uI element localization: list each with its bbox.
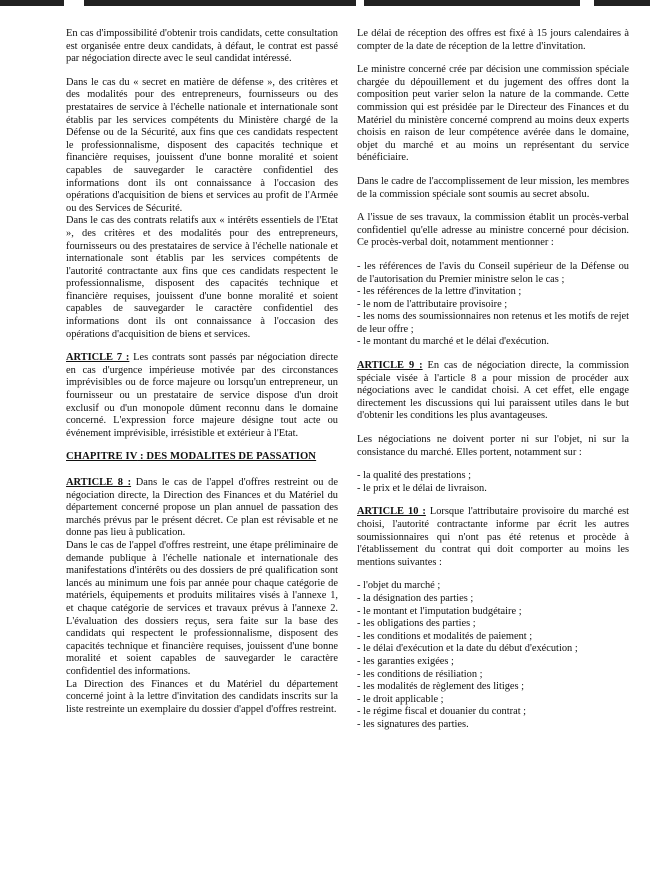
article-7-label: ARTICLE 7 : [66, 352, 130, 364]
paragraph: Dans le cas de l'appel d'offres restreint, une étape préliminaire de demande publique à l'échelle nationale et internationale des manifestations d'intérêts ou des dossiers de pré qualification sont lancés au minimum une fois par année pour chaque catégorie de matériels, équipements et produits militaires visés à l'annexe 1, et chaque catégorie de services et travaux prévus à l'annexe 2. L'évaluation des dossiers reçus, sera faite sur la base des candidats qui respectent le professionnalisme, disposent des capacités technique et financière requises, jouissent d'une bonne moralité et soient capables de sauvegarder le caractère confidentiel des informations. [66, 539, 338, 677]
article-8-label: ARTICLE 8 : [66, 477, 132, 488]
list-item: - le prix et le délai de livraison. [357, 482, 487, 494]
article-10-text: Lorsque l'attributaire provisoire du marché est choisi, l'autorité contractante informe par écrit les autres soumissionnaires qui n'ont pas été retenus et procède à l'établissement du contrat qui doit comporter au moins les mentions suivantes : [357, 506, 629, 568]
header-rule [0, 0, 650, 6]
paragraph: Les négociations ne doivent porter ni sur l'objet, ni sur la consistance du marché. Elles portent, notamment sur : [357, 434, 629, 458]
article-7-text: Les contrats sont passés par négociation directe en cas d'urgence impérieuse motivée par des circonstances imprévisibles ou de force majeure ou lorsqu'un entrepreneur, un fournisseur ou un prestataire de service dispose d'un droit exclusif ou d'un monopole dûment reconnu dans le domaine concerné. L'expression force majeure désigne tout acte ou événement imprévisible, irrésistible et extérieur à l'Etat. [66, 352, 338, 439]
paragraph: Dans le cadre de l'accomplissement de leur mission, les membres de la commission spéciale sont soumis au secret absolu. [357, 175, 629, 200]
paragraph: En cas d'impossibilité d'obtenir trois candidats, cette consultation est organisée entre deux candidats, à défaut, le contrat est passé par négociation directe avec le seul candidat intéressé. [66, 28, 338, 65]
paragraph: Dans le cas du « secret en matière de défense », des critères et des modalités pour des entrepreneurs, fournisseurs ou des prestataires de service à l'échelle nationale et internationale sont établis par les services compétents du Ministère chargé de la Défense ou de la Sécurité, aux fins que ces candidats respectent le professionnalisme, disposent des capacités technique et financière requises, jouissent d'une bonne moralité et soient capables de sauvegarder le caractère confidentiel des informations dont ils ont connaissance à l'occasion des opérations d'acquisition de biens et services au profit de l'Armée ou des Services de Sécurité. [66, 76, 338, 214]
article-10 [357, 506, 629, 569]
list-item: - les conditions de résiliation ; [357, 668, 483, 680]
paragraph: Dans le cas des contrats relatifs aux « intérêts essentiels de l'Etat », des critères et des modalités pour des entrepreneurs, fournisseurs ou des prestataires de service à l'échelle nationale et internationale sont établis par les services compétents de l'autorité contractante aux fins que ces candidats respectent le professionnalisme, disposent des capacités technique et financière requises, jouissent d'une bonne moralité et soient capables de sauvegarder le caractère confidentiel des informations dont ils ont connaissance à l'occasion des opérations d'acquisition de biens et services. [66, 215, 338, 340]
list-item: - les références de la lettre d'invitation ; [357, 286, 522, 298]
list-item: - les références de l'avis du Conseil supérieur de la Défense ou de l'autorisation du Premier ministre selon le cas ; [357, 260, 629, 285]
list-item: - le régime fiscal et douanier du contrat ; [357, 706, 527, 718]
pv-mentions-list [357, 261, 629, 349]
paragraph: Le ministre concerné crée par décision une commission spéciale chargée du dépouillement et du jugement des offres dont la composition peut varier selon la nature de la commande. Cette commission qui est présidée par le Directeur des Finances et du Matériel du ministère concerné comprend au moins deux experts choisis en raison de leur compétence avérée dans le domaine, objet du marché et au moins un représentant du service bénéficiaire. [357, 64, 629, 164]
right-column [357, 28, 629, 743]
list-item: - les noms des soumissionnaires non retenus et les motifs de rejet de leur offre ; [357, 311, 629, 335]
article-9 [357, 360, 629, 423]
list-item: - les obligations des parties ; [357, 618, 476, 630]
list-item: - le montant et l'imputation budgétaire ; [357, 605, 522, 617]
paragraph: Le délai de réception des offres est fixé à 15 jours calendaires à compter de la date de réception de la lettre d'invitation. [357, 28, 629, 52]
article-9-label: ARTICLE 9 : [357, 360, 423, 372]
list-item: - la désignation des parties ; [357, 592, 474, 604]
list-item: - les conditions et modalités de paiement ; [357, 630, 533, 642]
article-7 [66, 352, 338, 440]
contract-mentions-list [357, 580, 629, 731]
list-item: - les garanties exigées ; [357, 655, 454, 667]
paragraph: A l'issue de ses travaux, la commission établit un procès-verbal confidentiel qu'elle adresse au ministre concerné pour décision. Ce procès-verbal doit, notamment mentionner : [357, 212, 629, 249]
article-10-label: ARTICLE 10 : [357, 506, 426, 518]
negotiation-list [357, 470, 629, 495]
chapter-title: : DES MODALITES DE PASSATION [137, 451, 317, 463]
list-item: - le délai d'exécution et la date du début d'exécution ; [357, 643, 578, 655]
chapter-label: CHAPITRE IV [66, 451, 138, 463]
list-item: - l'objet du marché ; [357, 580, 441, 592]
chapter-heading [66, 451, 338, 464]
list-item: - les signatures des parties. [357, 718, 469, 730]
paragraph: La Direction des Finances et du Matériel du département concerné joint à la lettre d'invitation des candidats inscrits sur la liste restreinte un exemplaire du dossier d'appel d'offres restreint. [66, 678, 338, 715]
list-item: - la qualité des prestations ; [357, 470, 471, 482]
left-column [66, 28, 338, 716]
article-9-text: En cas de négociation directe, la commission spéciale visée à l'article 8 a pour mission de procéder aux négociations avec le candidat choisi. A cet effet, elle engage directement les discussions qui lui paraissent utiles dans le but d'obtenir les conditions les plus avantageuses. [357, 360, 629, 422]
list-item: - le montant du marché et le délai d'exécution. [357, 336, 550, 348]
list-item: - le nom de l'attributaire provisoire ; [357, 298, 508, 310]
list-item: - les modalités de règlement des litiges ; [357, 681, 525, 693]
article-8 [66, 477, 338, 540]
article-8-text: Dans le cas de l'appel d'offres restreint ou de négociation directe, la Direction des Finances et du Matériel du département concerné propose un plan annuel de passation des marchés prévus par le présent décret. Ce plan est révisable et ne donne pas lieu à publication. [66, 477, 338, 539]
list-item: - le droit applicable ; [357, 693, 444, 705]
